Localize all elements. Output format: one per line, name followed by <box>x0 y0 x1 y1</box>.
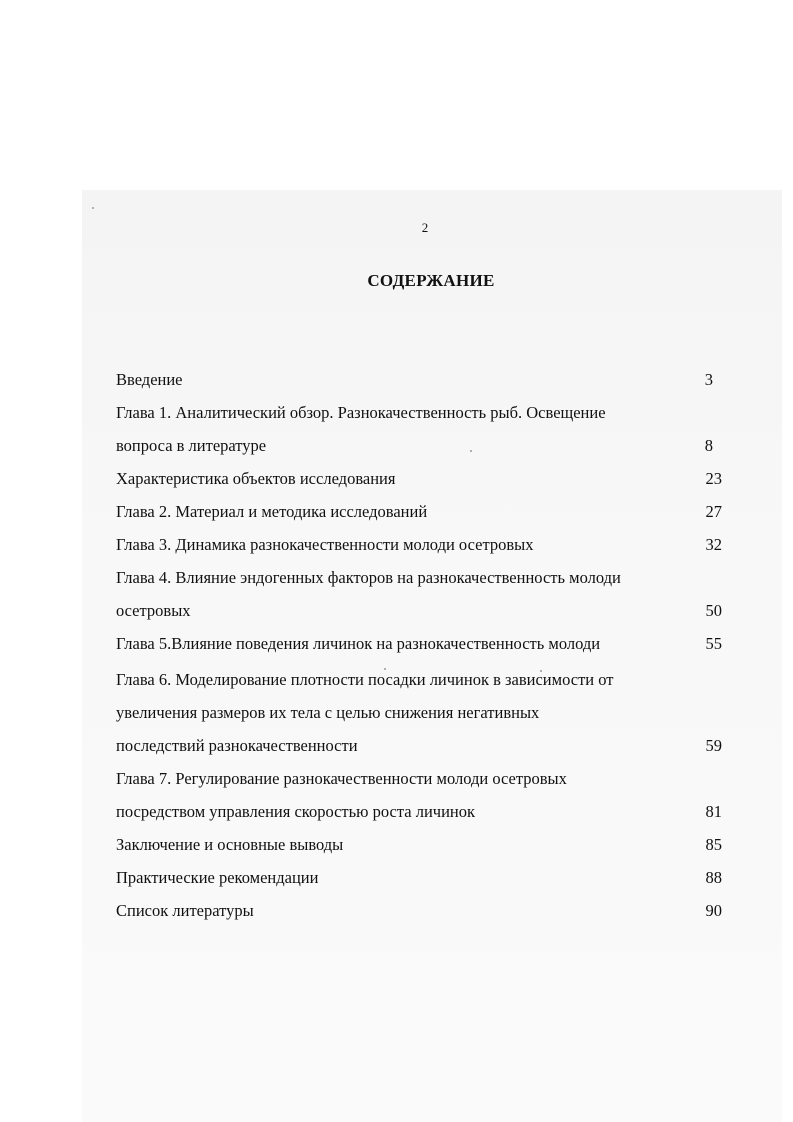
toc-line <box>116 466 728 499</box>
toc-entry-text: Глава 6. Моделирование плотности посадки личинок в зависимости от <box>116 670 614 689</box>
toc-entry-text: Заключение и основные выводы <box>116 835 344 854</box>
toc-entry-page: 32 <box>705 535 722 554</box>
toc-entry-page: 90 <box>705 901 722 920</box>
toc-entry-page: 55 <box>705 634 722 653</box>
toc-entry-text: Список литературы <box>116 901 254 920</box>
toc-line <box>116 898 728 931</box>
toc-line <box>116 865 728 898</box>
toc-entry-page: 81 <box>705 802 722 821</box>
toc-entry-page: 50 <box>705 601 722 620</box>
toc-entry-text: увеличения размеров их тела с целью снижения негативных <box>116 703 540 722</box>
page-number: 2 <box>421 220 429 235</box>
toc-entry-text: Глава 4. Влияние эндогенных факторов на разнокачественность молоди <box>116 568 621 587</box>
toc-line <box>116 367 728 400</box>
toc-line <box>116 766 728 799</box>
toc-entry-page: 27 <box>705 502 722 521</box>
toc-entry-text: вопроса в литературе <box>116 436 267 455</box>
toc-entry-text: Введение <box>116 370 183 389</box>
toc-entry-page: 85 <box>705 835 722 854</box>
toc-line <box>116 832 728 865</box>
toc-entry-text: Глава 5.Влияние поведения личинок на разнокачественность молоди <box>116 634 601 653</box>
toc-entry-text: последствий разнокачественности <box>116 736 358 755</box>
toc-entry-page: 23 <box>705 469 722 488</box>
toc-line <box>116 565 728 598</box>
toc-entry-page: 88 <box>705 868 722 887</box>
toc-line <box>116 700 728 733</box>
toc-line <box>116 400 728 433</box>
toc-line <box>116 499 728 532</box>
toc-entry-page: 3 <box>704 370 713 389</box>
toc-entry-text: Глава 2. Материал и методика исследований <box>116 502 428 521</box>
toc-line <box>116 799 728 832</box>
toc-entry-text: посредством управления скоростью роста личинок <box>116 802 475 821</box>
toc-entry-page: 59 <box>705 736 722 755</box>
toc-line <box>116 598 728 631</box>
table-of-contents <box>116 367 728 931</box>
toc-line <box>116 667 728 700</box>
toc-line <box>116 532 728 565</box>
toc-entry-text: Глава 1. Аналитический обзор. Разнокачественность рыб. Освещение <box>116 403 606 422</box>
page-title: СОДЕРЖАНИЕ <box>367 271 495 290</box>
toc-line <box>116 733 728 766</box>
toc-entry-text: Практические рекомендации <box>116 868 319 887</box>
toc-entry-text: Глава 7. Регулирование разнокачественности молоди осетровых <box>116 769 567 788</box>
toc-line <box>116 631 728 664</box>
toc-entry-text: осетровых <box>116 601 191 620</box>
toc-entry-text: Глава 3. Динамика разнокачественности молоди осетровых <box>116 535 534 554</box>
toc-entry-text: Характеристика объектов исследования <box>116 469 396 488</box>
scan-speck <box>92 207 94 209</box>
toc-entry-page: 8 <box>704 436 713 455</box>
toc-line <box>116 433 728 466</box>
